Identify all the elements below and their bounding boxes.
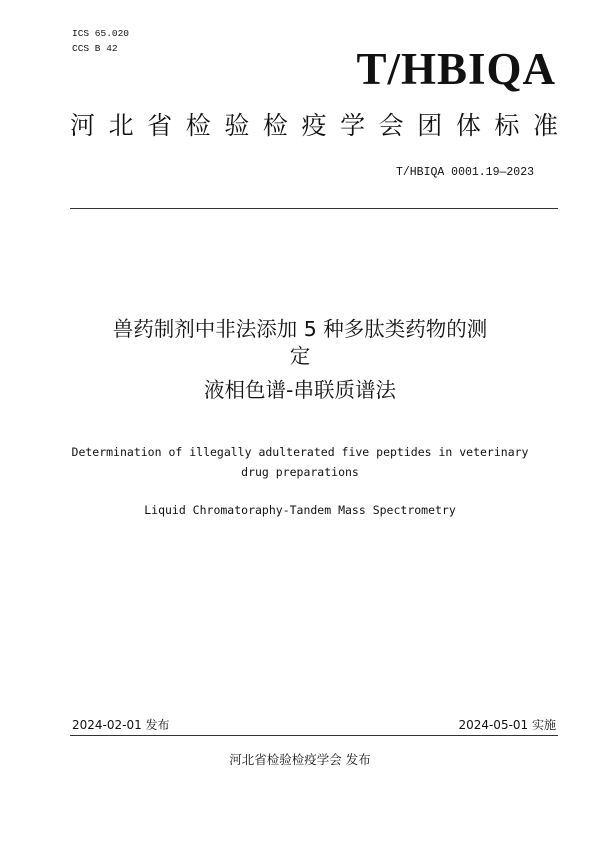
english-method: Liquid Chromatoraphy-Tandem Mass Spectrometry (144, 503, 456, 517)
release-date: 2024-02-01 发布 (72, 718, 170, 732)
classification-codes (72, 26, 129, 56)
chinese-title (60, 316, 540, 404)
top-divider (70, 208, 558, 209)
chinese-title-line-3: 液相色谱-串联质谱法 (204, 378, 396, 402)
bottom-divider (70, 735, 558, 736)
chinese-title-line-1: 兽药制剂中非法添加 5 种多肽类药物的测 (112, 317, 488, 341)
ics-code: ICS 65.020 (72, 28, 130, 39)
publisher: 河北省检验检疫学会 发布 (229, 752, 371, 767)
standard-brand: T/HBIQA (356, 44, 556, 94)
chinese-title-line-2: 定 (289, 344, 311, 368)
implementation-date: 2024-05-01 实施 (458, 718, 556, 732)
standard-number: T/HBIQA 0001.19—2023 (395, 166, 534, 179)
english-title: Determination of illegally adulterated five peptides in veterinary drug preparations (71, 445, 529, 479)
association-standard-heading: 河北省检验检疫学会团体标准 (70, 111, 558, 140)
ccs-code: CCS B 42 (72, 43, 118, 54)
